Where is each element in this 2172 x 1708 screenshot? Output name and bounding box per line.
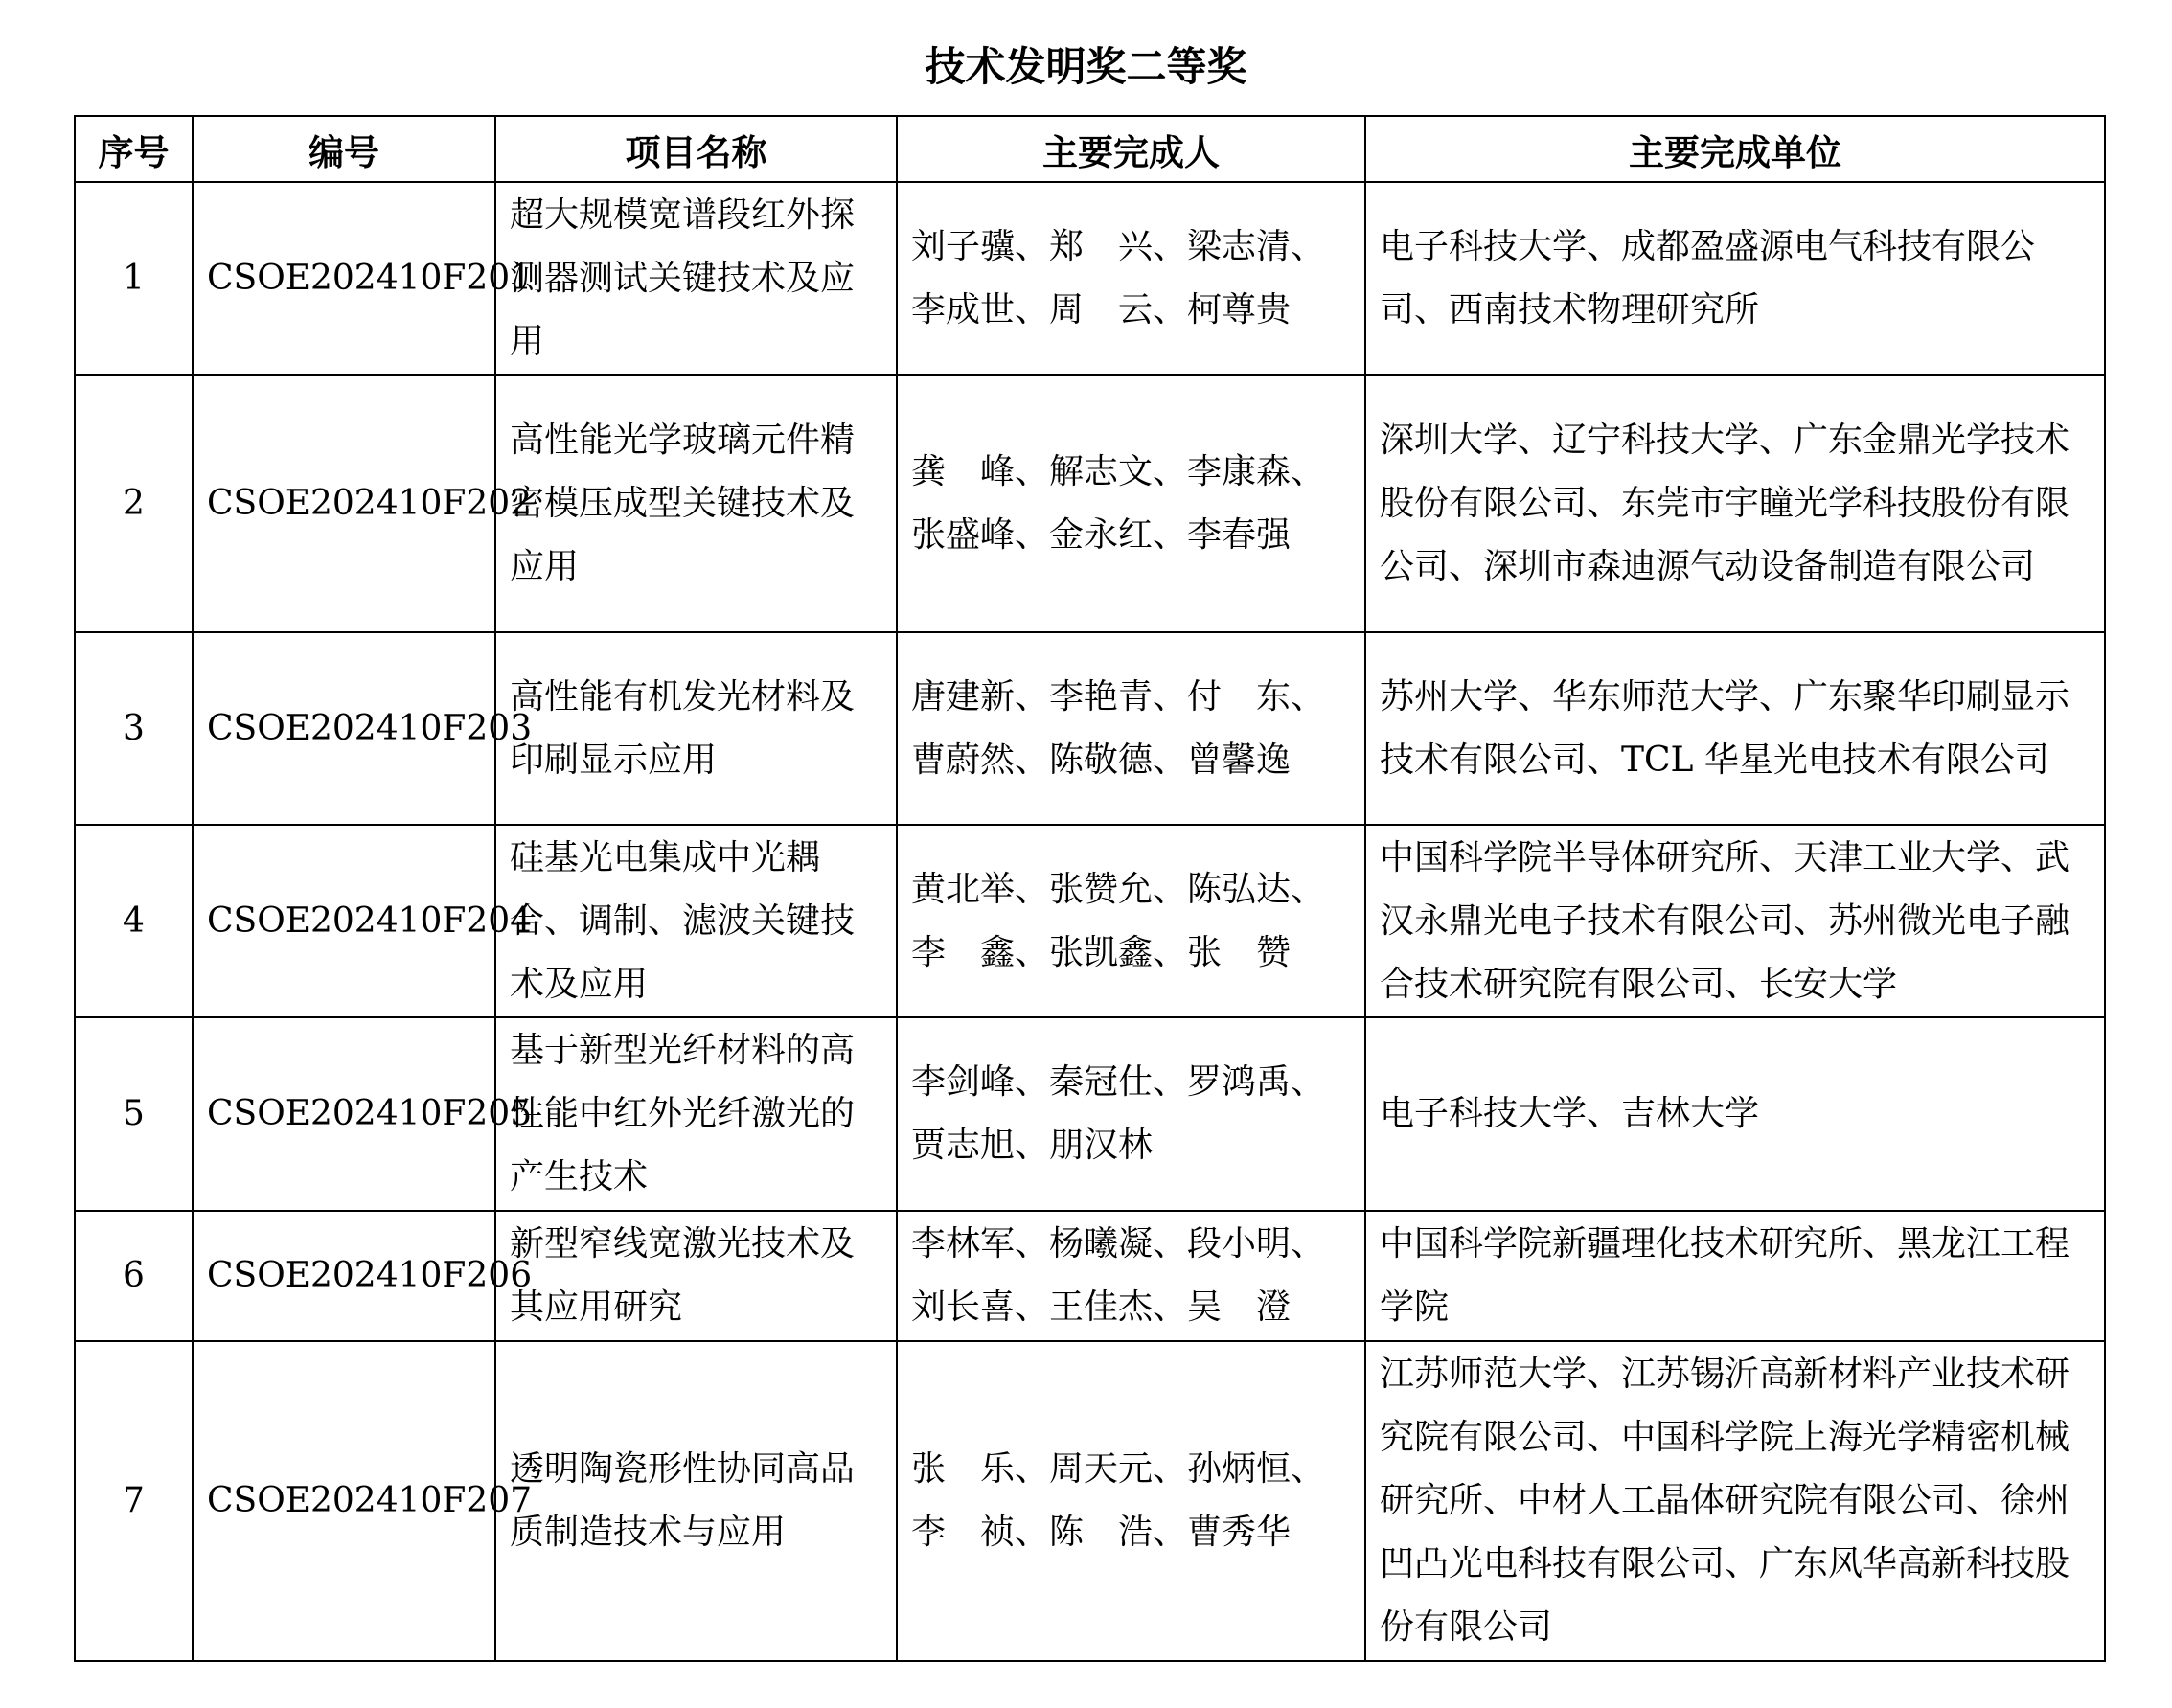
column-header-units: 主要完成单位 — [1365, 116, 2105, 182]
award-table — [74, 115, 2106, 1662]
cell-people: 龚 峰、解志文、李康森、张盛峰、金永红、李春强 — [897, 375, 1365, 632]
cell-project: 基于新型光纤材料的高性能中红外光纤激光的产生技术 — [495, 1017, 897, 1211]
cell-people: 黄北举、张赞允、陈弘达、李 鑫、张凯鑫、张 赞 — [897, 825, 1365, 1017]
cell-seq: 5 — [75, 1017, 193, 1211]
cell-units: 苏州大学、华东师范大学、广东聚华印刷显示技术有限公司、TCL 华星光电技术有限公司 — [1365, 632, 2105, 825]
cell-project: 超大规模宽谱段红外探测器测试关键技术及应用 — [495, 182, 897, 375]
cell-units: 深圳大学、辽宁科技大学、广东金鼎光学技术股份有限公司、东莞市宇瞳光学科技股份有限公司、深圳市森迪源气动设备制造有限公司 — [1365, 375, 2105, 632]
table-row — [75, 375, 2105, 632]
cell-units: 中国科学院新疆理化技术研究所、黑龙江工程学院 — [1365, 1211, 2105, 1341]
table-row — [75, 1341, 2105, 1661]
column-header-project: 项目名称 — [495, 116, 897, 182]
table-row — [75, 632, 2105, 825]
cell-code: CSOE202410F205 — [193, 1017, 495, 1211]
table-header-row — [75, 116, 2105, 182]
table-row — [75, 1211, 2105, 1341]
cell-code: CSOE202410F204 — [193, 825, 495, 1017]
cell-project: 新型窄线宽激光技术及其应用研究 — [495, 1211, 897, 1341]
cell-project: 透明陶瓷形性协同高品质制造技术与应用 — [495, 1341, 897, 1661]
cell-project: 硅基光电集成中光耦合、调制、滤波关键技术及应用 — [495, 825, 897, 1017]
table-row — [75, 182, 2105, 375]
cell-people: 刘子骥、郑 兴、梁志清、李成世、周 云、柯尊贵 — [897, 182, 1365, 375]
table-row — [75, 825, 2105, 1017]
cell-seq: 4 — [75, 825, 193, 1017]
cell-seq: 1 — [75, 182, 193, 375]
column-header-people: 主要完成人 — [897, 116, 1365, 182]
cell-code: CSOE202410F207 — [193, 1341, 495, 1661]
cell-code: CSOE202410F203 — [193, 632, 495, 825]
cell-units: 电子科技大学、成都盈盛源电气科技有限公司、西南技术物理研究所 — [1365, 182, 2105, 375]
cell-people: 李林军、杨曦凝、段小明、刘长喜、王佳杰、吴 澄 — [897, 1211, 1365, 1341]
column-header-seq: 序号 — [75, 116, 193, 182]
table-row — [75, 1017, 2105, 1211]
cell-project: 高性能有机发光材料及印刷显示应用 — [495, 632, 897, 825]
cell-people: 张 乐、周天元、孙炳恒、李 祯、陈 浩、曹秀华 — [897, 1341, 1365, 1661]
cell-code: CSOE202410F206 — [193, 1211, 495, 1341]
cell-code: CSOE202410F202 — [193, 375, 495, 632]
cell-seq: 2 — [75, 375, 193, 632]
cell-units: 中国科学院半导体研究所、天津工业大学、武汉永鼎光电子技术有限公司、苏州微光电子融合技术研究院有限公司、长安大学 — [1365, 825, 2105, 1017]
cell-seq: 3 — [75, 632, 193, 825]
column-header-code: 编号 — [193, 116, 495, 182]
cell-seq: 6 — [75, 1211, 193, 1341]
page-title: 技术发明奖二等奖 — [925, 43, 1247, 90]
cell-units: 电子科技大学、吉林大学 — [1365, 1017, 2105, 1211]
cell-code: CSOE202410F201 — [193, 182, 495, 375]
cell-people: 李剑峰、秦冠仕、罗鸿禹、贾志旭、朋汉林 — [897, 1017, 1365, 1211]
cell-project: 高性能光学玻璃元件精密模压成型关键技术及应用 — [495, 375, 897, 632]
cell-units: 江苏师范大学、江苏锡沂高新材料产业技术研究院有限公司、中国科学院上海光学精密机械研究所、中材人工晶体研究院有限公司、徐州凹凸光电科技有限公司、广东风华高新科技股份有限公司 — [1365, 1341, 2105, 1661]
cell-people: 唐建新、李艳青、付 东、曹蔚然、陈敬德、曾馨逸 — [897, 632, 1365, 825]
cell-seq: 7 — [75, 1341, 193, 1661]
